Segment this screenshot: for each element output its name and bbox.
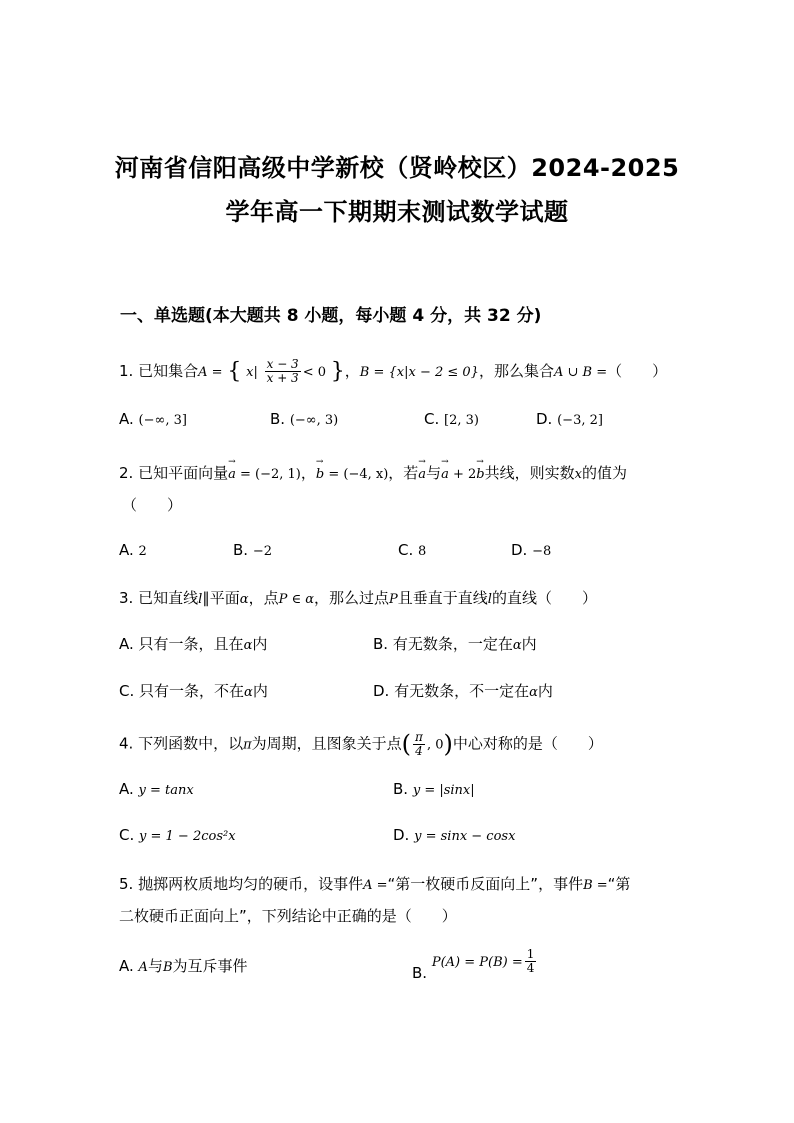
option-label: A. [119,780,134,798]
option-label: A. [119,541,134,559]
option-value: (−∞, 3] [138,413,187,428]
q5-option-a [119,955,248,976]
question-text-3: ，点 [248,589,279,607]
option-label: B. [373,635,389,653]
q4-option-d [393,826,515,844]
option-value: 8 [418,544,427,559]
plane-alpha: α [244,685,253,700]
question-4 [119,730,603,758]
section-heading: 一、单选题(本大题共 8 小题，每小题 4 分，共 32 分) [120,306,542,326]
question-text-2: ∥平面 [202,589,240,607]
page-title-line-2: 学年高一下期期末测试数学试题 [225,198,569,226]
option-label: A. [119,635,134,653]
fraction-denominator: x + 3 [266,371,299,385]
option-value: (−∞, 3) [289,413,339,428]
event-b: B = [583,878,608,893]
answer-paren: （ ） [122,496,183,514]
fraction-numerator: π [415,729,423,744]
option-text: 有无数条，一定在 [392,635,513,653]
option-label: B. [270,410,286,428]
fraction-numerator: x − 3 [266,357,299,371]
question-text-2: 为周期，且图象关于点 [251,734,402,753]
question-text: 下列函数中，以 [138,734,244,753]
question-text: 已知直线 [138,589,199,607]
option-label: C. [119,682,135,700]
plane-alpha: α [243,638,253,653]
right-paren: ) [443,730,453,758]
left-brace: { [227,359,242,384]
question-number: 4. [119,734,134,753]
vector-a: → a [441,467,449,482]
question-2 [119,462,627,483]
option-text-tail: 内 [252,682,268,700]
q2-option-c [398,541,426,559]
option-label: D. [511,541,528,559]
set-a-fraction [265,358,301,385]
left-paren: ( [401,730,412,758]
fraction-denominator: 4 [415,743,423,758]
set-union: A ∪ B = [553,365,608,380]
q4-option-b [393,780,475,798]
question-number: 2. [119,464,134,482]
question-3 [119,587,597,608]
q1-option-b [270,410,338,428]
set-b: B = {x|x − 2 ≤ 0} [359,365,479,380]
question-number: 5. [119,875,134,893]
question-text-5: 且垂直于直线 [397,589,488,607]
option-text-tail: 内 [537,682,553,700]
option-value: y = sinx − cosx [414,829,516,844]
line-l: l [198,592,203,607]
option-label: C. [398,541,414,559]
option-label: D. [393,826,410,844]
event-b: B [162,960,173,975]
q4-option-c [119,826,236,844]
vector-b: → b [476,467,484,482]
plus-two: + 2 [448,467,477,482]
q1-option-d [536,410,603,428]
plane-alpha: α [512,638,522,653]
option-label: D. [373,682,390,700]
option-label: C. [424,410,440,428]
option-label: C. [119,826,135,844]
option-text-tail: 内 [521,635,537,653]
option-value: 2 [138,544,147,559]
line-l: l [487,592,492,607]
option-text: 只有一条，且在 [138,635,244,653]
option-label: D. [536,410,553,428]
question-1 [119,358,667,385]
set-a-label: A = [198,365,223,380]
pi-symbol: π [243,737,252,753]
answer-paren: （ ） [607,362,668,380]
point-p: P [389,592,398,607]
variable-x: x [574,467,582,482]
question-text: 已知平面向量 [138,464,229,482]
q3-option-b [373,633,537,654]
option-label: A. [119,410,134,428]
point-tail: , 0 [426,737,444,753]
option-value: y = |sinx| [412,783,475,798]
q3-option-a [119,633,267,654]
option-value: −8 [532,544,552,559]
option-label: A. [119,957,134,975]
option-value: y = 1 − 2cos²x [139,829,236,844]
vector-a-value: = (−2, 1) [235,467,301,482]
question-text-3: 中心对称的是（ ） [452,734,603,753]
question-text: 已知集合 [138,362,199,380]
vector-a: → a [228,467,236,482]
event-a: A [138,960,148,975]
option-text: 有无数条，不一定在 [394,682,530,700]
q5-option-b [412,947,538,982]
q2-option-a [119,541,147,559]
probability-expr: P(A) = P(B) = [431,955,523,970]
option-label: B. [393,780,409,798]
question-text: 抛掷两枚质地均匀的硬币，设事件 [138,875,364,893]
set-a-ineq: < 0 [302,365,326,380]
question-text-5: 的值为 [581,464,627,482]
vector-b-value: = (−4, x) [324,467,389,482]
option-text-tail: 为互斥事件 [172,957,248,975]
plane-alpha: α [529,685,538,700]
q2-option-b [233,541,272,559]
q3-option-c [119,680,268,701]
q1-option-c [424,410,479,428]
q3-option-d [373,680,553,701]
question-text-6: 的直线（ ） [491,589,597,607]
comma: ， [344,362,360,380]
question-text-3: 与 [426,464,442,482]
q1-option-a [119,410,187,428]
question-text-2: ，那么集合 [478,362,554,380]
option-text: 只有一条，不在 [139,682,245,700]
question-number: 3. [119,589,134,607]
question-text-2: ，若 [388,464,419,482]
point-p-in-alpha: P ∈ α [278,592,315,607]
question-text-3: “第 [607,875,631,893]
question-text-4: 共线，则实数 [484,464,575,482]
fraction-denominator: 4 [526,961,535,975]
probability-fraction [525,948,537,975]
question-number: 1. [119,362,134,380]
question-text-2: “第一枚硬币反面向上”，事件 [387,875,584,893]
option-label: B. [233,541,249,559]
question-5 [119,873,630,894]
question-text-4: ，那么过点 [314,589,390,607]
option-text-tail: 内 [252,635,268,653]
point-fraction [413,731,425,758]
fraction-numerator: 1 [526,947,535,961]
set-bar: | [253,365,258,380]
vector-a: → a [418,467,426,482]
option-text: 与 [147,957,163,975]
q4-option-a [119,780,194,798]
page-title-line-1: 河南省信阳高级中学新校（贤岭校区）2024-2025 [114,154,680,182]
set-a-var: x [246,365,254,380]
comma: ， [300,464,316,482]
vector-b: → b [316,467,324,482]
option-label: B. [412,964,428,982]
question-5-line-2: 二枚硬币正面向上”，下列结论中正确的是（ ） [119,907,457,925]
right-brace: } [330,359,345,384]
option-value: (−3, 2] [557,413,603,428]
q2-option-d [511,541,551,559]
option-value: y = tanx [138,783,194,798]
option-value: −2 [252,544,273,559]
plane-alpha: α [239,592,249,607]
event-a: A = [363,878,388,893]
option-value: [2, 3) [444,413,479,428]
